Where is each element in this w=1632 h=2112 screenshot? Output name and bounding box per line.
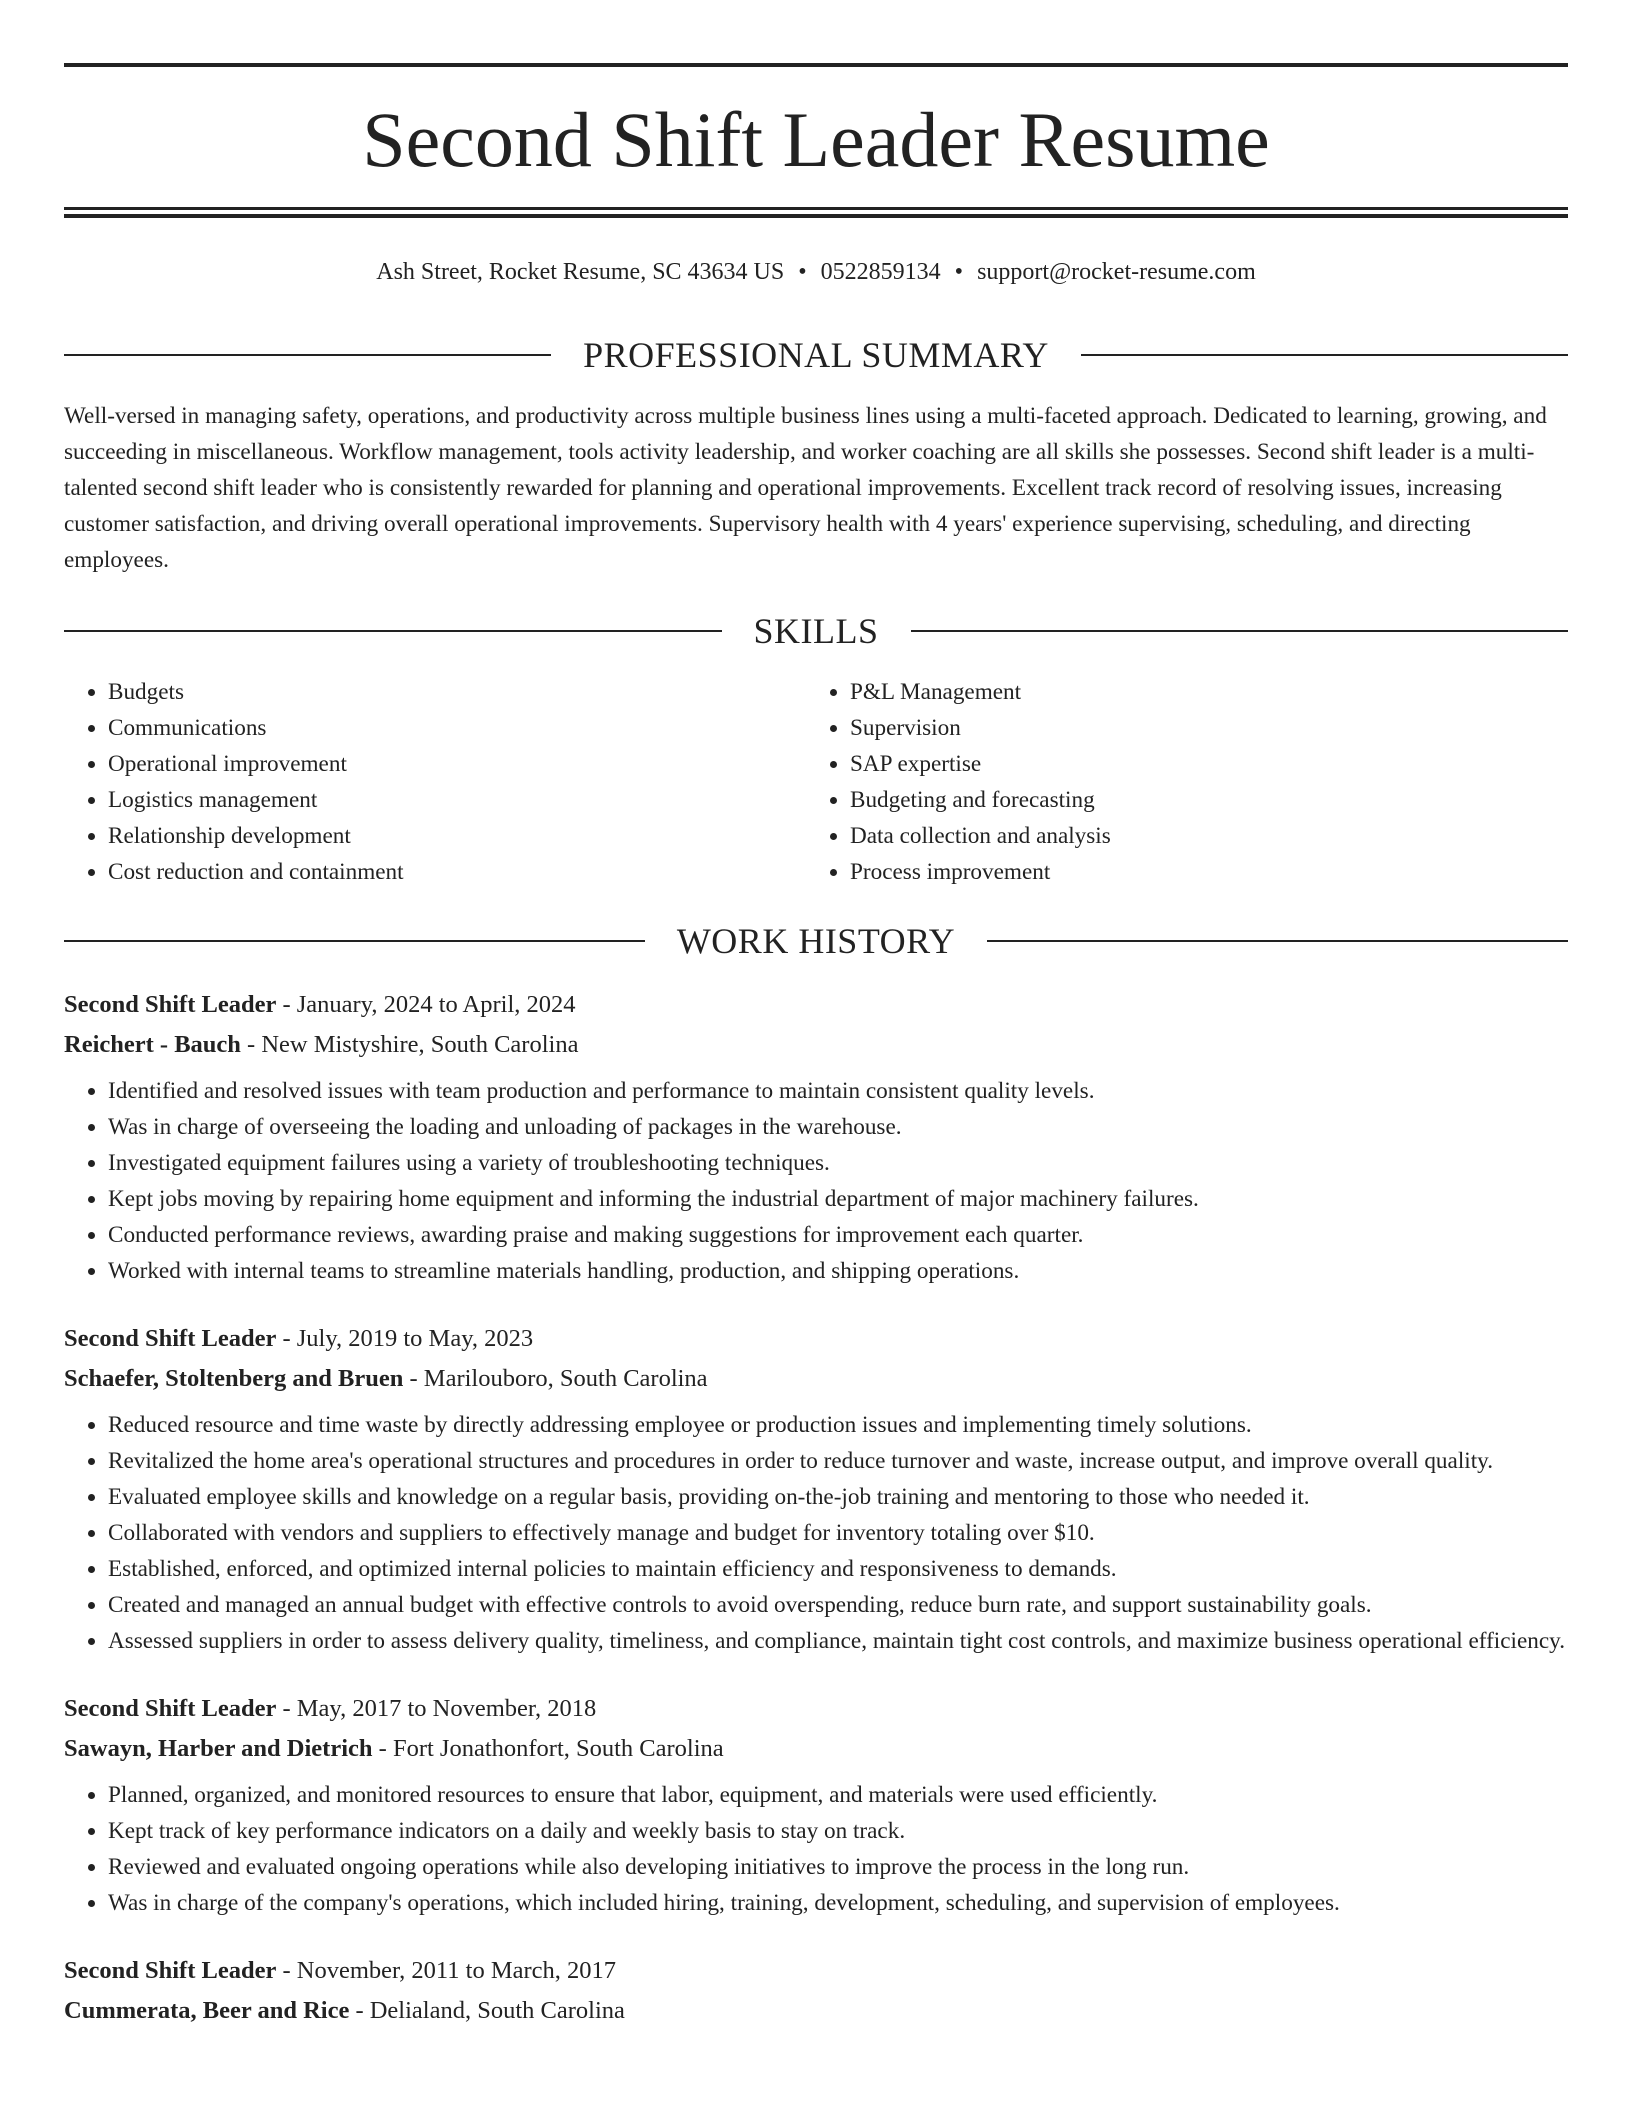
job-title-line	[64, 1689, 1568, 1729]
job-bullet: • Worked with internal teams to streamline materials handling, production, and shipping operations.	[108, 1253, 1568, 1289]
job-bullet: • Identified and resolved issues with team production and performance to maintain consistent quality levels.	[108, 1073, 1568, 1109]
heading-rule	[64, 354, 551, 356]
skill-item: • Communications	[108, 710, 806, 746]
job-title: Second Shift Leader	[64, 1957, 277, 1984]
job-bullet: • Kept jobs moving by repairing home equipment and informing the industrial department of major machinery failures.	[108, 1181, 1568, 1217]
job-title-line	[64, 1951, 1568, 1991]
job-company: Schaefer, Stoltenberg and Bruen	[64, 1365, 404, 1392]
skill-item: • Relationship development	[108, 818, 806, 854]
job-bullet: • Kept track of key performance indicators on a daily and weekly basis to stay on track.	[108, 1813, 1568, 1849]
skills-heading-label: SKILLS	[753, 611, 879, 651]
heading-rule	[64, 630, 722, 632]
job-title: Second Shift Leader	[64, 1695, 277, 1722]
job-location: - Fort Jonathonfort, South Carolina	[372, 1735, 724, 1762]
job-bullet: • Conducted performance reviews, awarding praise and making suggestions for improvement each quarter.	[108, 1217, 1568, 1253]
job-bullet: • Assessed suppliers in order to assess delivery quality, timeliness, and compliance, maintain tight cost controls, and maximize business operational efficiency.	[108, 1623, 1568, 1659]
job-title: Second Shift Leader	[64, 991, 277, 1018]
summary-text: Well-versed in managing safety, operations, and productivity across multiple business lines using a multi-faceted approach. Dedicated to learning, growing, and succeeding in miscellaneous. Workflow management, tools activity leadership, and worker coaching are all skills she possesses. Second shift leader is a multi-talented second shift leader who is consistently rewarded for planning and operational improvements. Excellent track record of resolving issues, increasing customer satisfaction, and driving overall operational improvements. Supervisory health with 4 years' experience supervising, scheduling, and directing employees.	[64, 403, 1547, 573]
job-bullet: • Evaluated employee skills and knowledge on a regular basis, providing on-the-job training and mentoring to those who needed it.	[108, 1479, 1568, 1515]
skills-column-right	[806, 674, 1548, 890]
job-bullet: • Established, enforced, and optimized internal policies to maintain efficiency and responsiveness to demands.	[108, 1551, 1568, 1587]
contact-separator: •	[954, 259, 964, 285]
job-bullets	[64, 1777, 1568, 1921]
contact-address: Ash Street, Rocket Resume, SC 43634 US	[376, 259, 785, 285]
skill-item: • Supervision	[850, 710, 1548, 746]
job-bullet: • Was in charge of overseeing the loading and unloading of packages in the warehouse.	[108, 1109, 1568, 1145]
job-bullet: • Reviewed and evaluated ongoing operations while also developing initiatives to improve the process in the long run.	[108, 1849, 1568, 1885]
contact-line	[64, 254, 1568, 290]
job-company-line	[64, 1359, 1568, 1399]
summary-heading-label: PROFESSIONAL SUMMARY	[583, 335, 1049, 375]
title-double-rule	[64, 207, 1568, 218]
job-company: Cummerata, Beer and Rice	[64, 1997, 350, 2024]
job-location: - Marilouboro, South Carolina	[403, 1365, 708, 1392]
job-entry	[64, 1951, 1568, 2031]
job-entry	[64, 1689, 1568, 1921]
job-company: Sawayn, Harber and Dietrich	[64, 1735, 373, 1762]
summary-heading	[64, 333, 1568, 377]
heading-rule	[1081, 354, 1568, 356]
job-dates: - May, 2017 to November, 2018	[276, 1695, 597, 1722]
skills-heading	[64, 609, 1568, 653]
resume-title: Second Shift Leader Resume	[362, 96, 1270, 183]
job-bullet: • Reduced resource and time waste by directly addressing employee or production issues and implementing timely solutions.	[108, 1407, 1568, 1443]
skill-item: • P&L Management	[850, 674, 1548, 710]
job-bullet: • Was in charge of the company's operations, which included hiring, training, development, scheduling, and supervision of employees.	[108, 1885, 1568, 1921]
job-bullet: • Investigated equipment failures using a variety of troubleshooting techniques.	[108, 1145, 1568, 1181]
job-bullet: • Planned, organized, and monitored resources to ensure that labor, equipment, and materials were used efficiently.	[108, 1777, 1568, 1813]
job-dates: - January, 2024 to April, 2024	[276, 991, 576, 1018]
contact-separator: •	[798, 259, 807, 285]
heading-rule	[911, 630, 1569, 632]
skill-item: • SAP expertise	[850, 746, 1548, 782]
skills-column-left	[64, 674, 806, 890]
skill-item: • Budgeting and forecasting	[850, 782, 1548, 818]
job-entry	[64, 1319, 1568, 1659]
job-title-line	[64, 985, 1568, 1025]
job-dates: - July, 2019 to May, 2023	[276, 1325, 534, 1352]
skill-item: • Logistics management	[108, 782, 806, 818]
job-company-line	[64, 1025, 1568, 1065]
work-heading	[64, 919, 1568, 963]
contact-phone: 0522859134	[820, 259, 941, 285]
skill-item: • Process improvement	[850, 854, 1548, 890]
job-bullet: • Created and managed an annual budget with effective controls to avoid overspending, reduce burn rate, and support sustainability goals.	[108, 1587, 1568, 1623]
skill-item: • Budgets	[108, 674, 806, 710]
contact-email[interactable]: support@rocket-resume.com	[977, 259, 1256, 285]
job-bullet: • Revitalized the home area's operational structures and procedures in order to reduce turnover and waste, increase output, and improve overall quality.	[108, 1443, 1568, 1479]
job-company: Reichert - Bauch	[64, 1031, 241, 1058]
job-entry	[64, 985, 1568, 1289]
skills-list	[64, 674, 1568, 890]
work-history	[64, 985, 1568, 2061]
heading-rule	[987, 940, 1568, 942]
heading-rule	[64, 940, 645, 942]
job-bullets	[64, 1407, 1568, 1659]
job-dates: - November, 2011 to March, 2017	[276, 1957, 617, 1984]
skill-item: • Cost reduction and containment	[108, 854, 806, 890]
job-title-line	[64, 1319, 1568, 1359]
top-rule	[64, 63, 1568, 67]
job-company-line	[64, 1991, 1568, 2031]
job-location: - New Mistyshire, South Carolina	[240, 1031, 579, 1058]
skill-item: • Data collection and analysis	[850, 818, 1548, 854]
skill-item: • Operational improvement	[108, 746, 806, 782]
work-heading-label: WORK HISTORY	[676, 921, 956, 961]
job-title: Second Shift Leader	[64, 1325, 277, 1352]
job-bullet: • Collaborated with vendors and suppliers to effectively manage and budget for inventory totaling over $10.	[108, 1515, 1568, 1551]
job-bullets	[64, 1073, 1568, 1289]
job-company-line	[64, 1729, 1568, 1769]
job-location: - Delialand, South Carolina	[349, 1997, 625, 2024]
